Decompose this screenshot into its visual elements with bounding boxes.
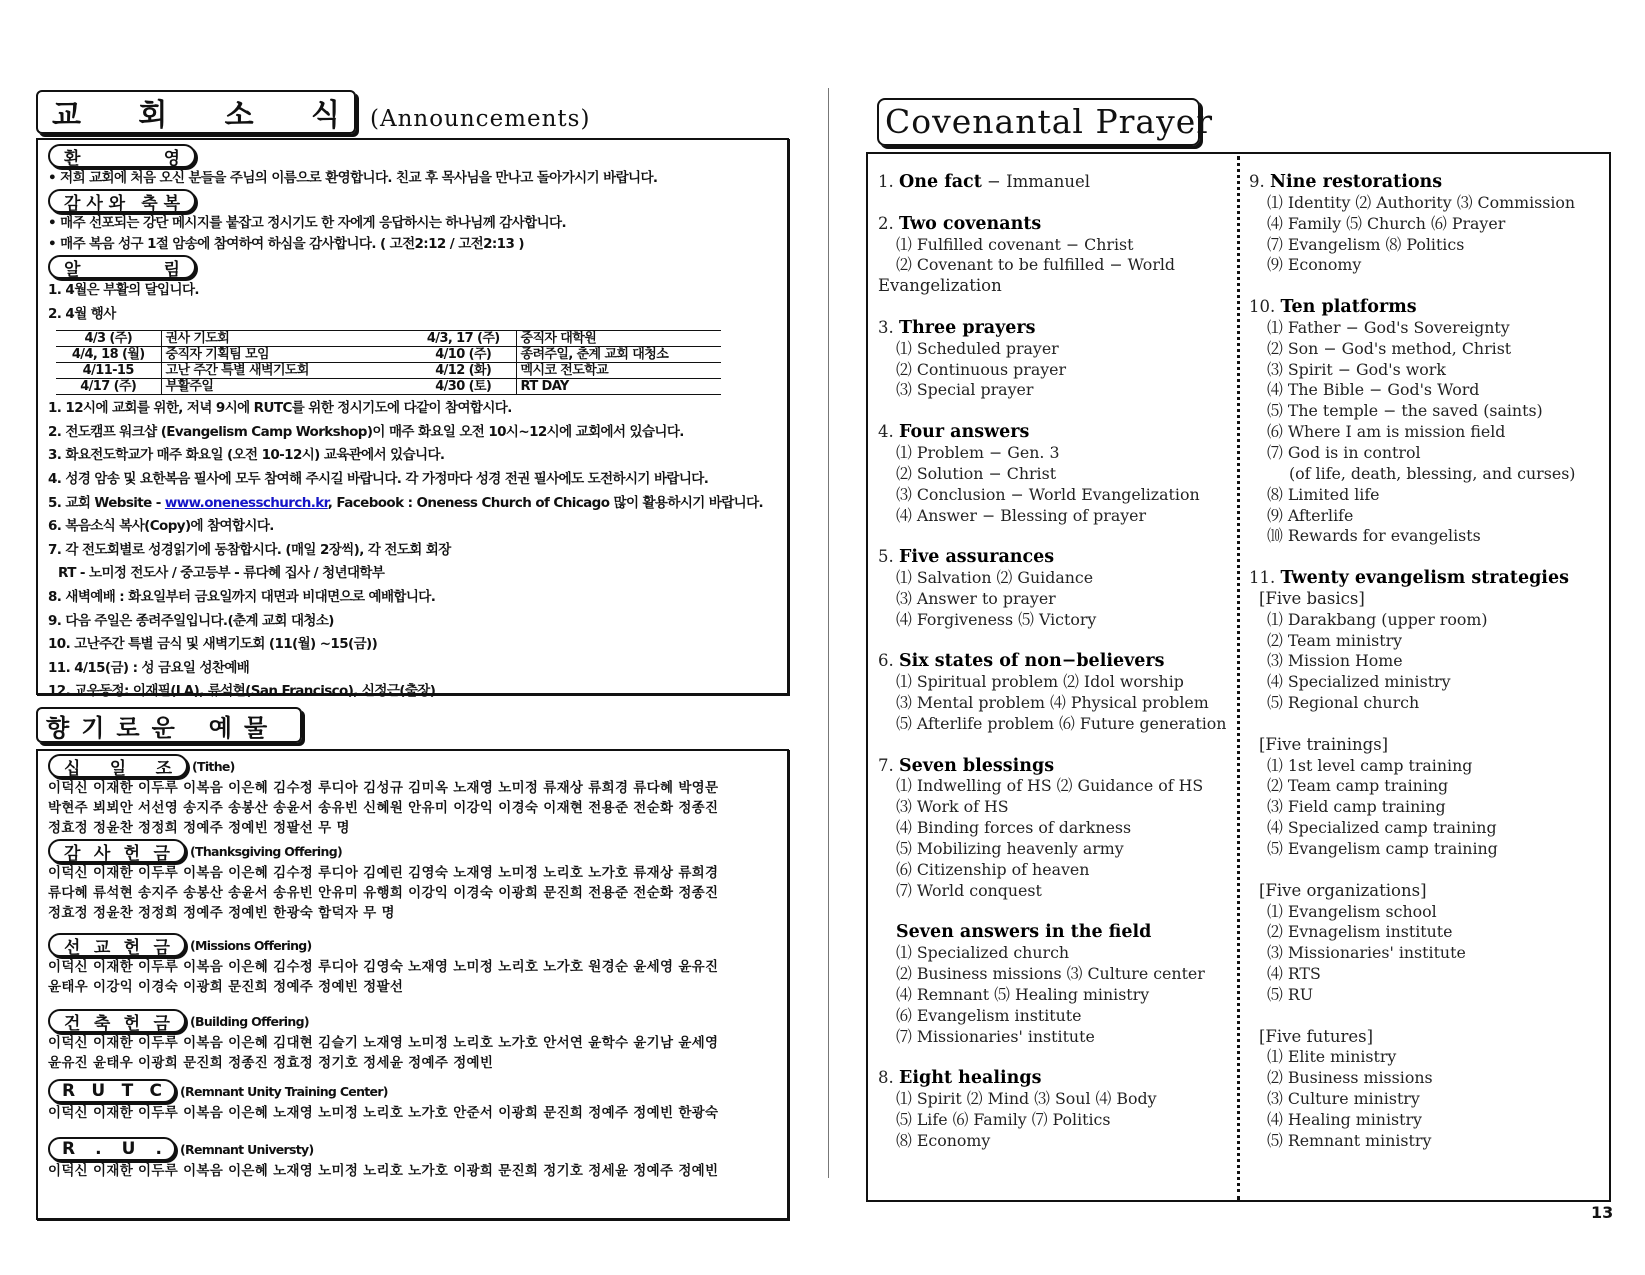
name-list: 류다혜 류석현 송지주 송봉산 송윤서 송유빈 안유미 유행희 이강익 이경숙 이광희 문진희 전용준 전순화 정종진	[48, 885, 719, 901]
pill-text: 건	[64, 1013, 81, 1034]
prayer-item: ⑶ Mental problem ⑷ Physical problem	[896, 693, 1209, 713]
title-char: 예	[208, 713, 232, 742]
name-list: 이덕신 이재한 이두루 이복음 이은혜 김대현 김슬기 노재영 노미정 노리호 노가호 안서연 윤학수 윤기남 윤세영	[48, 1035, 719, 1051]
missions-eng: (Missions Offering)	[190, 937, 312, 953]
pill-text: 축	[93, 1013, 111, 1034]
prayer-item: ⑴ Elite ministry	[1267, 1047, 1397, 1067]
heading-text: Two covenants	[899, 213, 1042, 234]
prayer-item: ⑴ Problem − Gen. 3	[896, 442, 1060, 462]
prayer-item: ⑺ Evangelism ⑻ Politics	[1267, 234, 1465, 254]
prayer-group-label: [Five basics]	[1259, 588, 1365, 608]
table-row	[56, 379, 721, 395]
name-list: 정효정 정윤찬 정정희 정예주 정예빈 한광숙 함덕자 무 명	[48, 905, 395, 921]
prayer-item: ⑼ Economy	[1267, 255, 1362, 275]
prayer-heading	[878, 422, 1230, 443]
heading-number: 3.	[878, 317, 899, 337]
heading-number: 5.	[878, 547, 899, 567]
heading-number: 4.	[878, 422, 899, 442]
rutc-eng: (Remnant Unity Training Center)	[180, 1083, 388, 1099]
tithe-eng: (Tithe)	[192, 758, 235, 774]
prayer-item: ⑷ Remnant ⑸ Healing ministry	[896, 984, 1150, 1004]
event-name: 중직자 기획팀 모임	[161, 347, 411, 363]
prayer-item: ⑵ Evnagelism institute	[1267, 922, 1453, 942]
building-pill	[48, 1009, 186, 1033]
building-header	[48, 1009, 777, 1033]
spacer	[878, 526, 1230, 547]
name-list: 윤유진 윤태우 이광희 문진희 정종진 정효정 정기호 정세윤 정예주 정예빈	[48, 1055, 494, 1071]
name-list: 윤태우 이강익 이경숙 이광희 문진희 정예주 정예빈 정팔선	[48, 979, 404, 995]
heading-text: Seven blessings	[899, 755, 1055, 776]
prayer-item: ⑴ Spirit ⑵ Mind ⑶ Soul ⑷ Body	[896, 1089, 1157, 1109]
event-date: 4/3, 17 (주)	[411, 331, 516, 347]
spacer	[878, 401, 1230, 422]
pill-text: T	[121, 1081, 134, 1101]
pill-text: U	[91, 1081, 106, 1101]
heading-number: 10.	[1249, 297, 1281, 317]
pill-text: 조	[155, 758, 172, 779]
notice-item: 1. 12시에 교회를 위한, 저녁 9시에 RUTC를 위한 정시기도에 다같이 참여합시다.	[48, 400, 512, 417]
notice-item: 8. 새벽예배 : 화요일부터 금요일까지 대면과 비대면으로 예배합니다.	[48, 588, 436, 605]
prayer-item: ⑴ Spiritual problem ⑵ Idol worship	[896, 672, 1184, 692]
event-name: 권사 기도회	[161, 331, 411, 347]
prayer-item: ⑷ Binding forces of darkness	[896, 818, 1132, 838]
notice-item: 7. 각 전도회별로 성경읽기에 동참합시다. (매일 2장씩), 각 전도회 회장	[48, 541, 451, 558]
prayer-item: ⑶ Conclusion − World Evangelization	[896, 484, 1200, 504]
heading-text: Four answers	[899, 422, 1030, 443]
title-char: 물	[243, 713, 268, 742]
prayer-item: ⑹ Where I am is mission field	[1267, 422, 1506, 442]
pill-text: 헌	[123, 843, 141, 864]
prayer-item: ⑷ Specialized camp training	[1267, 818, 1497, 838]
building-eng: (Building Offering)	[190, 1013, 309, 1029]
prayer-item: ⑴ Salvation ⑵ Guidance	[896, 568, 1094, 588]
prayer-item: ⑻ Limited life	[1267, 484, 1380, 504]
thanksgiving-eng: (Thanksgiving Offering)	[190, 843, 342, 859]
spacer	[1249, 860, 1609, 881]
pill-text: 금	[153, 843, 170, 864]
prayer-item: ⑹ Citizenship of heaven	[896, 859, 1090, 879]
prayer-item-wrap: Evangelization	[878, 276, 1002, 296]
spacer	[878, 631, 1230, 652]
event-date: 4/3 (주)	[56, 331, 161, 347]
prayer-group-label: [Five futures]	[1259, 1026, 1374, 1046]
pill-text: 교	[93, 937, 111, 958]
thanks-pill	[48, 189, 196, 213]
spacer	[1249, 547, 1609, 568]
table-row	[56, 347, 721, 363]
prayer-item: ⑷ Family ⑸ Church ⑹ Prayer	[1267, 213, 1506, 233]
missions-header	[48, 933, 777, 957]
pill-text: R	[62, 1081, 76, 1101]
notice-item: 10. 고난주간 특별 금식 및 새벽기도회 (11(월) ~15(금))	[48, 636, 378, 653]
welcome-pill	[48, 144, 196, 168]
announcements-header	[36, 88, 789, 134]
prayer-item: ⑸ RU	[1267, 984, 1314, 1004]
spacer	[878, 193, 1230, 214]
spacer	[878, 902, 1230, 923]
prayer-group-label: [Five trainings]	[1259, 734, 1389, 754]
thanksgiving-pill	[48, 839, 186, 863]
prayer-item: ⑸ Afterlife problem ⑹ Future generation	[896, 713, 1227, 733]
prayer-item: ⑸ Life ⑹ Family ⑺ Politics	[896, 1109, 1111, 1129]
pill-text: 헌	[123, 937, 141, 958]
prayer-item: ⑶ Culture ministry	[1267, 1089, 1420, 1109]
ru-header	[48, 1137, 777, 1161]
prayer-item: ⑶ Field camp training	[1267, 797, 1446, 817]
name-list: 이덕신 이재한 이두루 이복음 이은혜 김수정 루디아 김성규 김미옥 노재영 노미정 류재상 류희경 류다혜 박영문	[48, 780, 719, 796]
event-date: 4/12 (화)	[411, 363, 516, 379]
heading-text: Twenty evangelism strategies	[1280, 568, 1569, 589]
event-date: 4/10 (주)	[411, 347, 516, 363]
pill-text: 십	[64, 758, 81, 779]
heading-number: 1.	[878, 172, 899, 191]
prayer-item: ⑶ Mission Home	[1267, 651, 1403, 671]
thanks-line: • 매주 선포되는 강단 메시지를 붙잡고 정시기도 한 자에게 응답하시는 하나님께 감사합니다.	[48, 215, 566, 231]
website-suffix: , Facebook : Oneness Church of Chicago 많이 활용하시기 바랍니다.	[327, 494, 764, 511]
pill-text: .	[95, 1139, 102, 1159]
events-table	[56, 330, 721, 395]
pill-text: R	[62, 1139, 76, 1159]
missions-pill	[48, 933, 186, 957]
prayer-item: ⑻ Economy	[896, 1130, 991, 1150]
prayer-item: ⑶ Answer to prayer	[896, 588, 1056, 608]
prayer-column-left	[878, 172, 1230, 1152]
prayer-item: ⑷ Forgiveness ⑸ Victory	[896, 609, 1097, 629]
spacer	[1249, 276, 1609, 297]
event-name: RT DAY	[516, 379, 721, 395]
pill-text: 헌	[123, 1013, 141, 1034]
heading-number: 2.	[878, 213, 899, 233]
heading-text: Ten platforms	[1280, 297, 1417, 318]
prayer-item: ⑶ Missionaries' institute	[1267, 943, 1466, 963]
title-char: 운	[151, 713, 175, 742]
prayer-item: ⑸ Regional church	[1267, 693, 1420, 713]
event-name: 고난 주간 특별 새벽기도회	[161, 363, 411, 379]
announcements-page	[36, 88, 789, 1220]
event-name: 멕시코 전도학교	[516, 363, 721, 379]
name-list: 이덕신 이재한 이두루 이복음 이은혜 김수정 루디아 김예린 김영숙 노재영 노미정 노리호 노가호 류재상 류희경	[48, 865, 719, 881]
covenantal-prayer-title: Covenantal Prayer	[877, 98, 1200, 146]
prayer-item: ⑷ Specialized ministry	[1267, 672, 1451, 692]
title-char: 향	[46, 713, 70, 742]
rutc-header	[48, 1079, 777, 1103]
pill-text: C	[149, 1081, 162, 1101]
prayer-item: ⑹ Evangelism institute	[896, 1005, 1082, 1025]
notice-item: 9. 다음 주일은 종려주일입니다.(춘계 교회 대청소)	[48, 612, 334, 629]
prayer-column-right	[1249, 172, 1609, 1152]
heading-text: Nine restorations	[1270, 172, 1443, 192]
pill-text: 금	[153, 1013, 170, 1034]
notice-item: RT - 노미정 전도사 / 중고등부 - 류다혜 집사 / 청년대학부	[58, 565, 385, 582]
heading-number: 7.	[878, 755, 899, 775]
heading-text: Eight healings	[899, 1068, 1042, 1089]
prayer-item: ⑴ 1st level camp training	[1267, 755, 1473, 775]
ru-eng: (Remnant Universty)	[180, 1141, 314, 1157]
ru-pill	[48, 1137, 176, 1161]
name-list: 박현주 뵈뵈안 서선영 송지주 송봉산 송윤서 송유빈 신혜원 안유미 이강익 이경숙 이재현 전용준 전순화 정종진	[48, 800, 719, 816]
prayer-item: ⑷ RTS	[1267, 964, 1321, 984]
heading-number: 11.	[1249, 568, 1281, 588]
prayer-item: ⑸ Evangelism camp training	[1267, 839, 1498, 858]
prayer-item: ⑶ Special prayer	[896, 380, 1034, 400]
table-row	[56, 331, 721, 347]
pill-text: 환	[64, 148, 81, 169]
heading-text: One fact	[899, 172, 982, 192]
prayer-item: ⑴ Indwelling of HS ⑵ Guidance of HS	[896, 776, 1204, 796]
prayer-heading	[878, 547, 1230, 568]
announcements-frame	[36, 138, 789, 700]
spacer	[878, 297, 1230, 318]
event-name: 부활주일	[161, 379, 411, 395]
pill-text: 축 복	[141, 193, 180, 214]
event-name: 종려주일, 춘계 교회 대청소	[516, 347, 721, 363]
spacer	[878, 1047, 1230, 1068]
prayer-item: ⑵ Business missions ⑶ Culture center	[896, 964, 1205, 984]
pill-text: 일	[109, 758, 127, 779]
name-list: 정효정 정윤찬 정정희 정예주 정예빈 정팔선 무 명	[48, 820, 350, 836]
heading-text: Three prayers	[899, 317, 1036, 338]
pill-text: 선	[64, 937, 81, 958]
prayer-item: ⑴ Fulfilled covenant − Christ	[896, 234, 1134, 254]
tithe-pill	[48, 754, 188, 778]
prayer-item: ⑵ Team ministry	[1267, 630, 1403, 650]
spacer	[1249, 1006, 1609, 1027]
thanks-line: • 매주 복음 성구 1절 암송에 참여하여 하심을 감사합니다. ( 고전2:12 / 고전2:13 )	[48, 236, 524, 252]
prayer-item: ⑴ Scheduled prayer	[896, 338, 1059, 358]
prayer-group-label: [Five organizations]	[1259, 880, 1427, 900]
prayer-heading	[878, 1068, 1230, 1089]
spacer	[878, 735, 1230, 756]
heading-text: Six states of non−believers	[899, 651, 1165, 672]
heading-number: 8.	[878, 1068, 899, 1088]
prayer-item: ⑸ The temple − the saved (saints)	[1267, 401, 1543, 421]
notice-item: 11. 4/15(금) : 성 금요일 성찬예배	[48, 659, 250, 676]
event-date: 4/11-15	[56, 363, 161, 379]
prayer-item: ⑺ God is in control	[1267, 442, 1421, 462]
offerings-title-box	[36, 707, 302, 743]
rutc-pill	[48, 1079, 176, 1103]
notice-item: 3. 화요전도학교가 매주 화요일 (오전 10-12시) 교육관에서 있습니다.	[48, 447, 445, 464]
pill-text: 금	[153, 937, 170, 958]
prayer-item: ⑸ Mobilizing heavenly army	[896, 839, 1124, 858]
heading-text: Five assurances	[899, 547, 1055, 568]
event-name: 중직자 대학원	[516, 331, 721, 347]
table-row	[56, 363, 721, 379]
heading-number: 9.	[1249, 172, 1270, 191]
spacer	[1249, 714, 1609, 735]
prayer-subheading: Seven answers in the field	[896, 922, 1152, 943]
page-number: 13	[1591, 1203, 1614, 1222]
notice-item: 2. 4월 행사	[48, 305, 116, 322]
pill-text: 영	[163, 148, 180, 169]
notice-item: 2. 전도캠프 워크샵 (Evangelism Camp Workshop)이 매주 화요일 오전 10시~12시에 교회에서 있습니다.	[48, 423, 684, 440]
column-separator	[1237, 156, 1240, 1200]
title-char: 교	[52, 98, 81, 133]
prayer-item: ⑴ Specialized church	[896, 943, 1070, 963]
prayer-item: ⑴ Darakbang (upper room)	[1267, 609, 1488, 629]
prayer-item: ⑸ Remnant ministry	[1267, 1130, 1432, 1150]
title-char: 식	[310, 98, 340, 133]
tithe-header	[48, 754, 777, 778]
prayer-item: ⑶ Spirit − God's work	[1267, 359, 1446, 379]
website-prefix: 5. 교회 Website -	[48, 494, 165, 511]
prayer-item: ⑷ Healing ministry	[1267, 1109, 1422, 1129]
title-char: 로	[116, 713, 140, 742]
prayer-heading	[1249, 568, 1609, 589]
pill-text: 알	[64, 259, 81, 280]
prayer-item: ⑵ Solution − Christ	[896, 463, 1057, 483]
pill-text: .	[155, 1139, 162, 1159]
prayer-item: ⑼ Afterlife	[1267, 505, 1354, 525]
prayer-heading	[878, 214, 1230, 235]
prayer-heading	[878, 318, 1230, 339]
title-char: 기	[81, 713, 105, 742]
prayer-heading	[1249, 172, 1609, 193]
prayer-item: ⑷ Answer − Blessing of prayer	[896, 505, 1147, 525]
pill-text: 감	[64, 843, 81, 864]
name-list: 이덕신 이재한 이두루 이복음 이은혜 노재영 노미정 노리호 노가호 이광희 문진희 정기호 정세윤 정예주 정예빈	[48, 1163, 719, 1179]
welcome-line: • 저희 교회에 처음 오신 분들을 주님의 이름으로 환영합니다. 친교 후 목사님을 만나고 돌아가시기 바랍니다.	[48, 170, 658, 186]
notice-pill	[48, 255, 196, 279]
prayer-item: ⑴ Identity ⑵ Authority ⑶ Commission	[1267, 192, 1576, 212]
title-char: 회	[138, 98, 168, 133]
prayer-item: ⑴ Father − God's Sovereignty	[1267, 317, 1510, 337]
prayer-item: ⑵ Covenant to be fulfilled − World	[896, 255, 1176, 275]
announcements-title-box	[36, 90, 356, 134]
prayer-item: ⑶ Work of HS	[896, 797, 1009, 817]
prayer-item: ⑺ Missionaries' institute	[896, 1026, 1095, 1046]
prayer-heading	[878, 756, 1230, 777]
announcements-title-eng: (Announcements)	[370, 106, 591, 132]
prayer-item: ⑽ Rewards for evangelists	[1267, 526, 1481, 546]
event-date: 4/30 (토)	[411, 379, 516, 395]
prayer-item: ⑵ Business missions	[1267, 1068, 1433, 1088]
offerings-frame	[36, 749, 789, 1220]
event-date: 4/4, 18 (월)	[56, 347, 161, 363]
event-date: 4/17 (주)	[56, 379, 161, 395]
prayer-item: ⑴ Evangelism school	[1267, 901, 1437, 921]
pill-text: 사	[93, 843, 111, 864]
prayer-item: ⑵ Son − God's method, Christ	[1267, 338, 1512, 358]
pill-text: U	[121, 1139, 136, 1159]
prayer-item: ⑷ The Bible − God's Word	[1267, 380, 1480, 400]
name-list: 이덕신 이재한 이두루 이복음 이은혜 노재영 노미정 노리호 노가호 안준서 이광희 문진희 정예주 정예빈 한광숙	[48, 1105, 719, 1121]
notice-item: 4. 성경 암송 및 요한복음 필사에 모두 참여해 주시길 바랍니다. 각 가정마다 성경 전권 필사에도 도전하시기 바랍니다.	[48, 470, 709, 487]
prayer-item-continued: (of life, death, blessing, and curses)	[1289, 463, 1576, 483]
prayer-heading	[1249, 297, 1609, 318]
prayer-heading	[878, 172, 1230, 193]
pill-text: 감 사 와	[64, 193, 126, 214]
pill-text: 림	[163, 259, 180, 280]
notice-item: 6. 복음소식 복사(Copy)에 참여합시다.	[48, 518, 274, 535]
thanksgiving-header	[48, 839, 777, 863]
website-link[interactable]: www.onenesschurch.kr	[164, 494, 328, 511]
notice-item: 1. 4월은 부활의 달입니다.	[48, 282, 199, 298]
notice-item-website	[48, 492, 777, 516]
prayer-item: ⑵ Team camp training	[1267, 776, 1449, 796]
prayer-item: ⑺ World conquest	[896, 880, 1042, 900]
notice-item: 12. 교우동정: 이재필(LA), 류석현(San Francisco), 신정근(출장)	[48, 683, 436, 700]
title-char: 소	[224, 98, 254, 133]
name-list: 이덕신 이재한 이두루 이복음 이은혜 김수정 루디아 김영숙 노재영 노미정 노리호 노가호 원경순 윤세영 윤유진	[48, 959, 719, 975]
prayer-heading	[878, 651, 1230, 672]
page-divider	[828, 88, 829, 1178]
heading-number: 6.	[878, 651, 899, 671]
heading-tail: − Immanuel	[981, 172, 1091, 191]
prayer-item: ⑵ Continuous prayer	[896, 359, 1067, 379]
